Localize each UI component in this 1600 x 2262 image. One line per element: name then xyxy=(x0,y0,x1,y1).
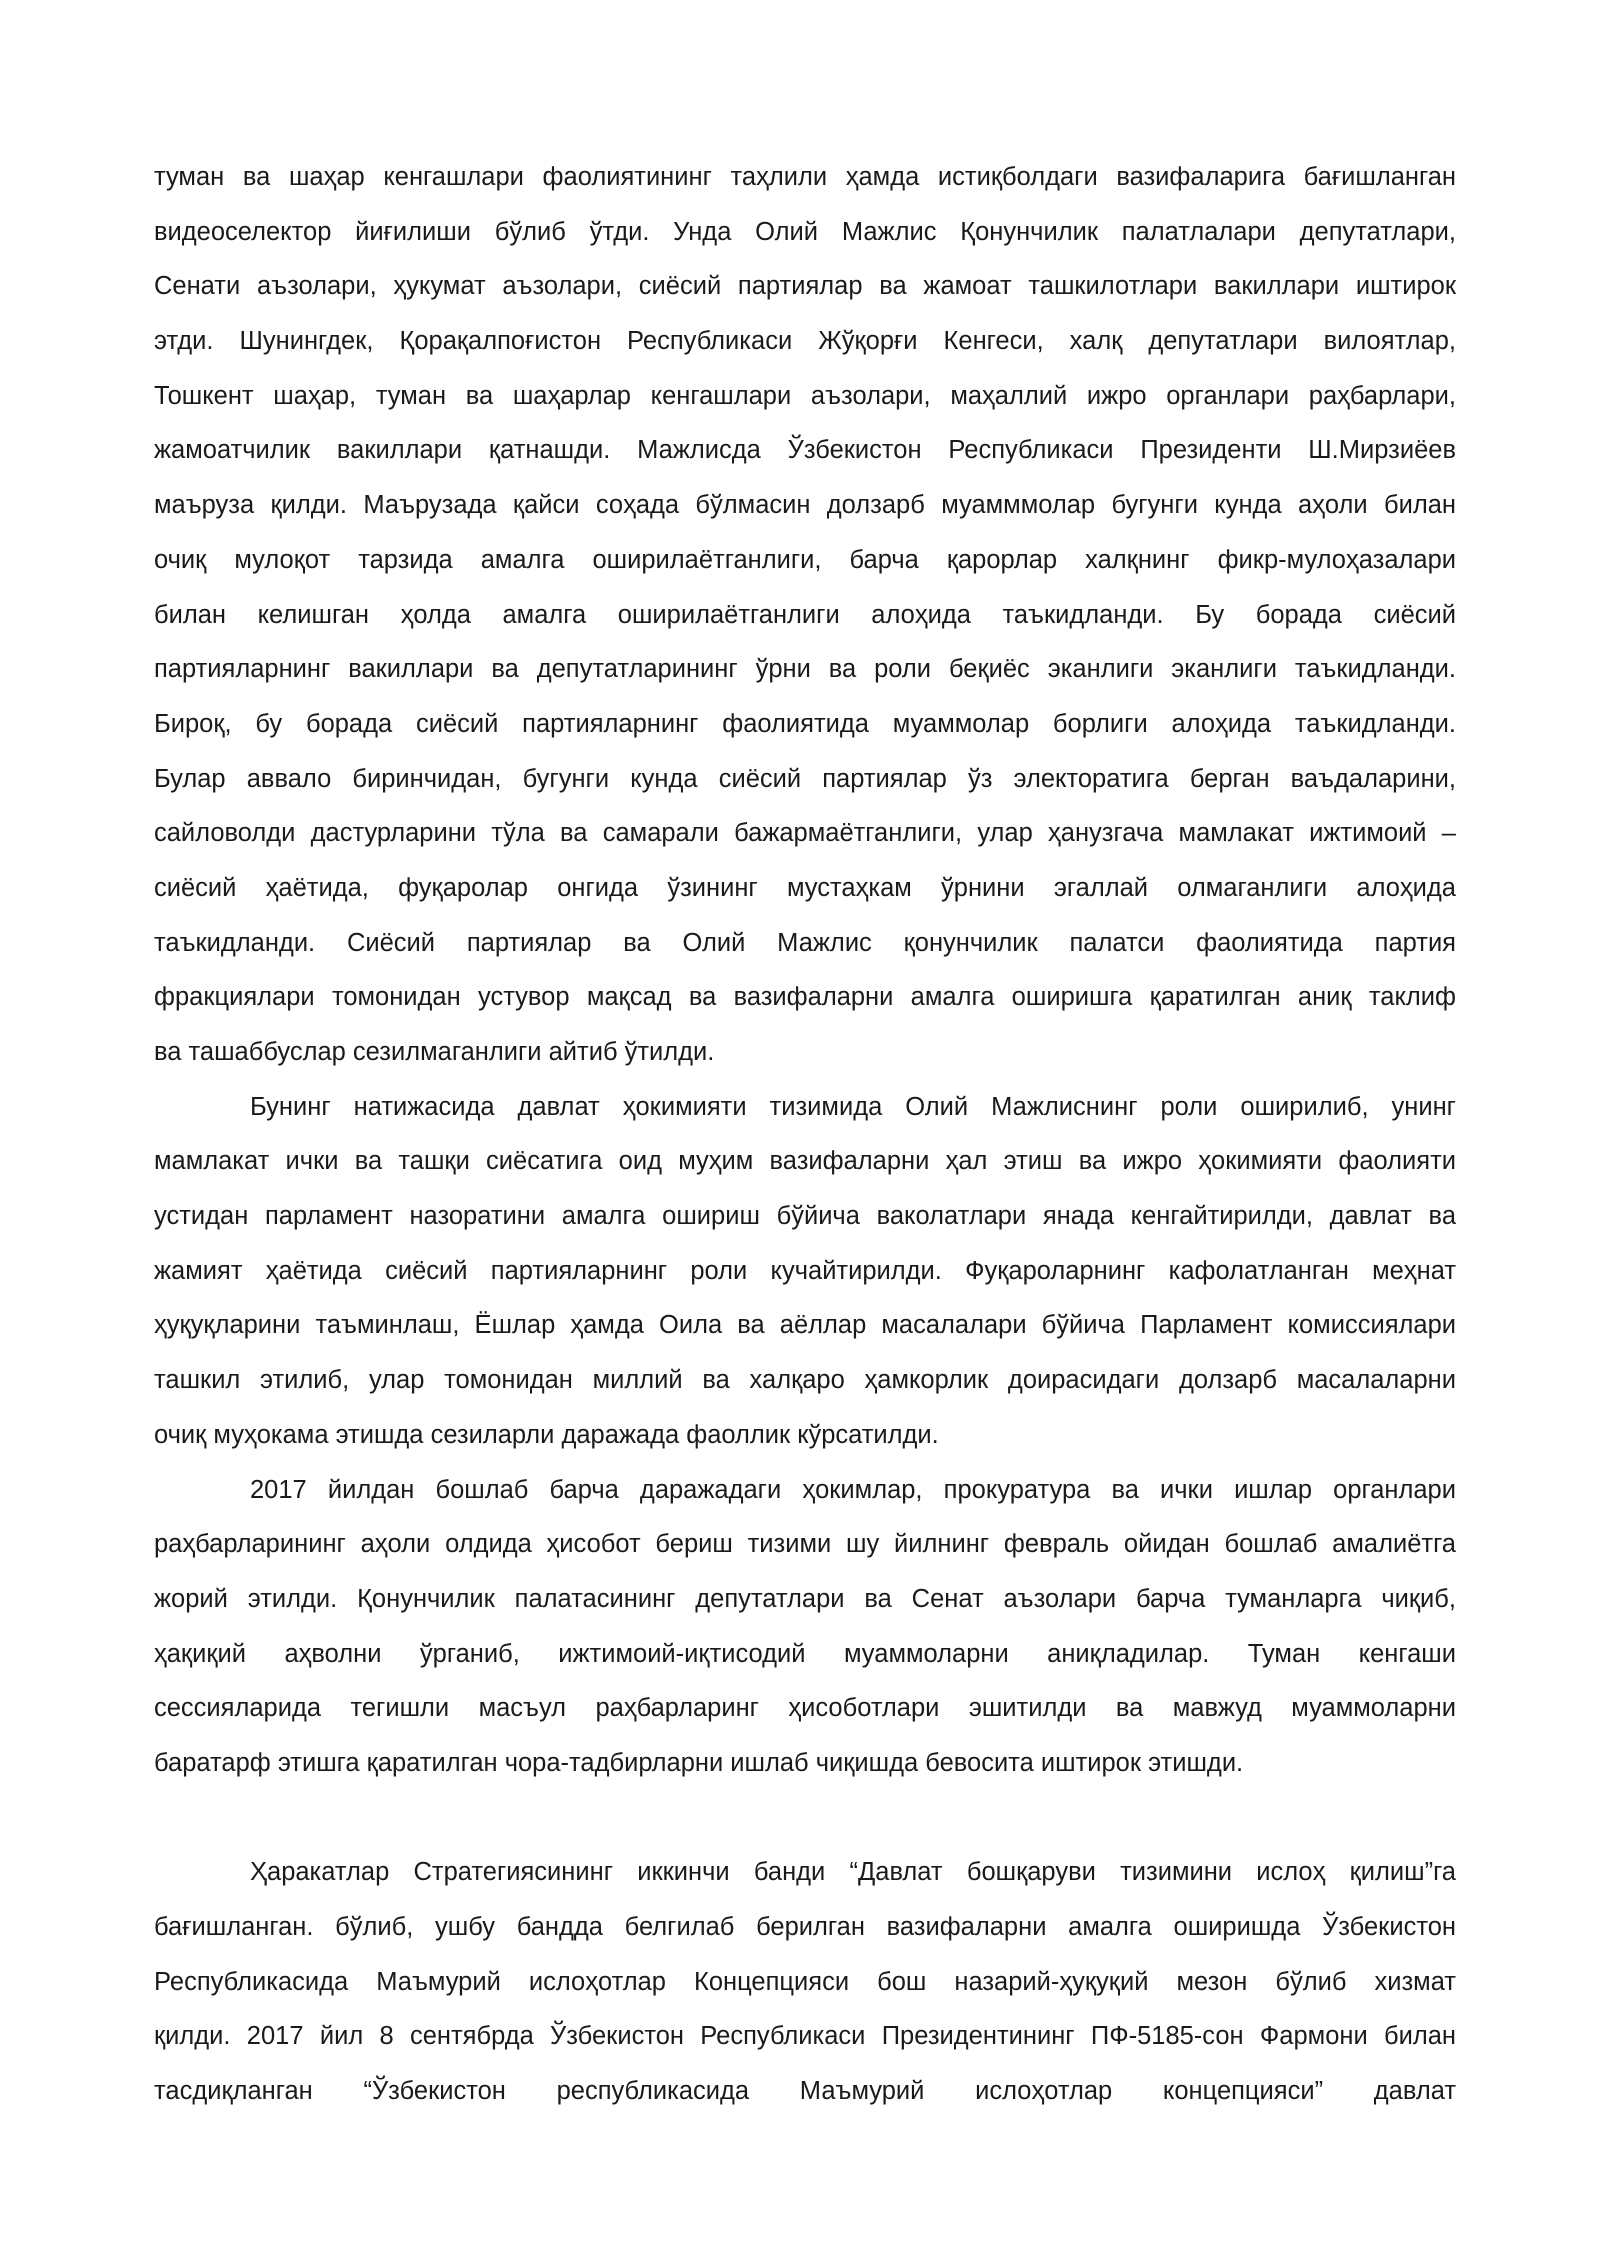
text-line: сайловолди дастурларини тўла ва самарали бажармаётганлиги, улар ҳанузгача мамлакат ижтимоий – xyxy=(154,819,1456,848)
document-page xyxy=(154,150,1456,2119)
text-line: ташкил этилиб, улар томонидан миллий ва халқаро ҳамкорлик доирасидаги долзарб масалаларни xyxy=(154,1366,1456,1395)
text-line: раҳбарларининг аҳоли олдида ҳисобот бериш тизими шу йилнинг февраль ойидан бошлаб амалиётга xyxy=(154,1530,1456,1559)
paragraph-1 xyxy=(154,150,1456,1080)
text-line: партияларнинг вакиллари ва депутатларининг ўрни ва роли беқиёс эканлиги эканлиги таъкидланди. xyxy=(154,655,1456,684)
paragraph-4 xyxy=(154,1845,1456,2118)
text-line: очиқ муҳокама этишда сезиларли даражада фаоллик кўрсатилди. xyxy=(154,1420,939,1449)
text-line: Бунинг натижасида давлат ҳокимияти тизимида Олий Мажлиснинг роли оширилиб, унинг xyxy=(250,1092,1456,1121)
text-line: Бироқ, бу борада сиёсий партияларнинг фаолиятида муаммолар борлиги алоҳида таъкидланди. xyxy=(154,709,1456,738)
text-line: ва ташаббуслар сезилмаганлиги айтиб ўтилди. xyxy=(154,1038,715,1066)
text-line: Булар аввало биринчидан, бугунги кунда сиёсий партиялар ўз электоратига берган ваъдаларини, xyxy=(154,764,1456,793)
text-line: мамлакат ички ва ташқи сиёсатига оид муҳим вазифаларни ҳал этиш ва ижро ҳокимияти фаолияти xyxy=(154,1147,1456,1176)
text-line: Сенати аъзолари, ҳукумат аъзолари, сиёсий партиялар ва жамоат ташкилотлари вакиллари иштирок xyxy=(154,272,1456,301)
text-line: бағишланган. бўлиб, ушбу бандда белгилаб берилган вазифаларни амалга оширишда Ўзбекистон xyxy=(154,1913,1456,1941)
text-line: маъруза қилди. Маърузада қайси соҳада бўлмасин долзарб муамммолар бугунги кунда аҳоли билан xyxy=(154,491,1456,520)
text-line: 2017 йилдан бошлаб барча даражадаги ҳокимлар, прокуратура ва ички ишлар органлари xyxy=(250,1475,1456,1504)
text-line: сессияларида тегишли масъул раҳбарларинг ҳисоботлари эшитилди ва мавжуд муаммоларни xyxy=(154,1694,1456,1723)
text-line: тасдиқланган “Ўзбекистон республикасида Маъмурий ислоҳотлар концепцияси” давлат xyxy=(154,2077,1456,2106)
text-line: жамият ҳаётида сиёсий партияларнинг роли кучайтирилди. Фуқароларнинг кафолатланган меҳнат xyxy=(154,1256,1456,1285)
text-line: Ҳаракатлар Стратегиясининг иккинчи банди “Давлат бошқаруви тизимини ислоҳ қилиш”га xyxy=(250,1858,1456,1887)
text-line: жорий этилди. Қонунчилик палатасининг депутатлари ва Сенат аъзолари барча туманларга чиқиб, xyxy=(154,1584,1456,1613)
text-line: баратарф этишга қаратилган чора-тадбирларни ишлаб чиқишда бевосита иштирок этишди. xyxy=(154,1748,1244,1777)
text-line: туман ва шаҳар кенгашлари фаолиятининг таҳлили ҳамда истиқболдаги вазифаларига бағишланган xyxy=(154,163,1456,191)
paragraph-3 xyxy=(154,1463,1456,1791)
text-line: қилди. 2017 йил 8 сентябрда Ўзбекистон Республикаси Президентининг ПФ-5185-сон Фармони билан xyxy=(154,2022,1456,2051)
paragraph-spacer xyxy=(154,1791,1456,1846)
text-line: Тошкент шаҳар, туман ва шаҳарлар кенгашлари аъзолари, маҳаллий ижро органлари раҳбарлари, xyxy=(154,381,1456,410)
text-line: ҳақиқий аҳволни ўрганиб, ижтимоий-иқтисодий муаммоларни аниқладилар. Туман кенгаши xyxy=(154,1639,1456,1668)
paragraph-2 xyxy=(154,1080,1456,1463)
text-line: ҳуқуқларини таъминлаш, Ёшлар ҳамда Оила ва аёллар масалалари бўйича Парламент комиссиялари xyxy=(154,1311,1456,1340)
text-line: этди. Шунингдек, Қорақалпоғистон Республикаси Жўқорғи Кенгеси, халқ депутатлари вилоятлар, xyxy=(154,327,1456,356)
text-line: очиқ мулоқот тарзида амалга оширилаётганлиги, барча қарорлар халқнинг фикр-мулоҳазалари xyxy=(154,545,1456,574)
text-line: сиёсий ҳаётида, фуқаролар онгида ўзининг мустаҳкам ўрнини эгаллай олмаганлиги алоҳида xyxy=(154,873,1456,902)
text-line: билан келишган ҳолда амалга оширилаётганлиги алоҳида таъкидланди. Бу борада сиёсий xyxy=(154,600,1456,629)
text-line: устидан парламент назоратини амалга ошириш бўйича ваколатлари янада кенгайтирилди, давлат ва xyxy=(154,1202,1456,1231)
text-line: таъкидланди. Сиёсий партиялар ва Олий Мажлис қонунчилик палатси фаолиятида партия xyxy=(154,928,1456,957)
text-line: жамоатчилик вакиллари қатнашди. Мажлисда Ўзбекистон Республикаси Президенти Ш.Мирзиёев xyxy=(154,436,1456,465)
text-line: фракциялари томонидан устувор мақсад ва вазифаларни амалга оширишга қаратилган аниқ таклиф xyxy=(154,983,1456,1012)
text-line: Республикасида Маъмурий ислоҳотлар Концепцияси бош назарий-ҳуқуқий мезон бўлиб хизмат xyxy=(154,1967,1456,1996)
text-line: видеоселектор йиғилиши бўлиб ўтди. Унда Олий Мажлис Қонунчилик палатлалари депутатлари, xyxy=(154,217,1456,246)
